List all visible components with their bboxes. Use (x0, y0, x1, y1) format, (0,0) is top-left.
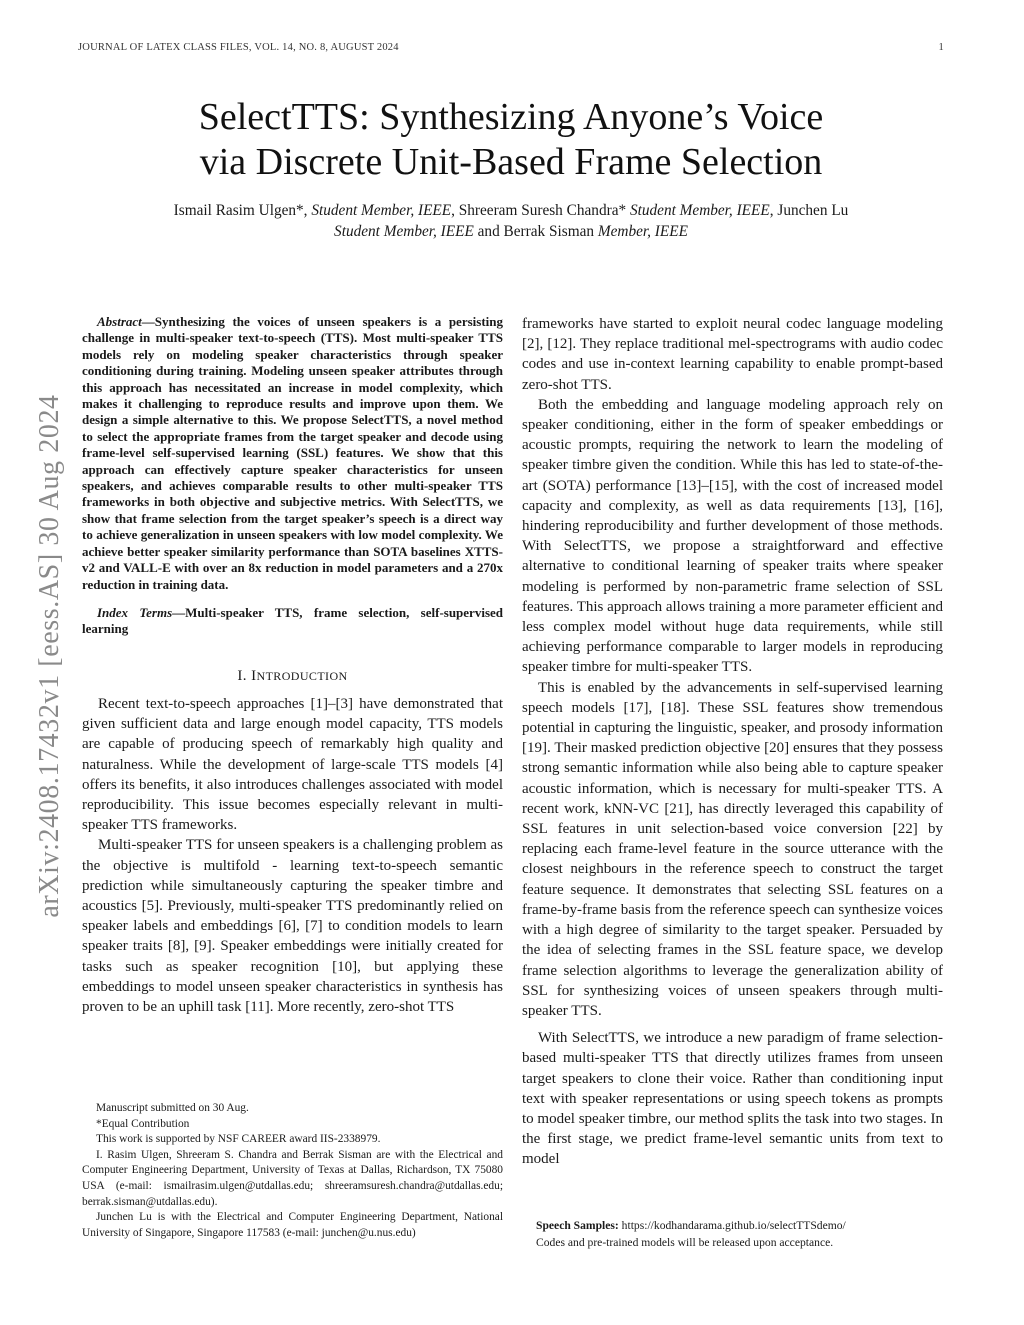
footnote-funding: This work is supported by NSF CAREER award IIS-2338979. (96, 1133, 381, 1146)
intro-paragraph-3: frameworks have started to exploit neural codec language modeling [2], [12]. They replace traditional mel-spectrograms with audio codec codes and use in-context learning capability to enable prompt-based zero-shot TTS. (522, 316, 943, 393)
intro-paragraph-6: With SelectTTS, we introduce a new paradigm of frame selection-based multi-speaker TTS that directly utilizes frames from unseen target speakers to clone their voice. Rather than conditioning input text with speaker representations or using speech tokens as prompts to model speaker timbre, our method splits the task into two stages. In the first stage, we predict frame-level semantic units from text to model (522, 1030, 943, 1168)
author-1-role: Student Member, IEEE (311, 202, 452, 219)
author-line-2 (78, 221, 944, 242)
author-4-name: and Berrak Sisman (473, 223, 598, 240)
abstract (82, 314, 503, 593)
code-release-note: Codes and pre-trained models will be released upon acceptance. (536, 1235, 834, 1249)
running-header (78, 42, 944, 53)
footnote-equal-contribution: *Equal Contribution (96, 1117, 190, 1130)
intro-paragraph-2: Multi-speaker TTS for unseen speakers is a challenging problem as the objective is multifold - learning text-to-speech semantic prediction while simultaneously capturing the speaker timbre and acoustics [5]. Previously, multi-speaker TTS predominantly relied on speaker labels and embeddings [6], [7] to condition models to learn speaker traits [8], [9]. Speaker embeddings were initially created for tasks such as speaker recognition [10], but applying these embeddings to model unseen speaker characteristics in synthesis has proven to be an uphill task [11]. More recently, zero-shot TTS (82, 837, 503, 1015)
intro-paragraph-4: Both the embedding and language modeling approach rely on speaker conditioning, either in the form of speaker embeddings or acoustic prompts, requiring the network to learn the modeling of speaker timbre given the condition. While this has led to state-of-the-art (SOTA) performance [13]–[15], with the cost of increased model capacity and complexity, as well as data requirements [13], [16], hindering reproducibility and further development of those methods. With SelectTTS, we propose a straightforward and effective alternative to conditional learning of speaker traits where speaker modeling is performed by non-parametric frame selection of SSL features. This approach allows training a more parameter efficient and less complex model without huge data requirements, while still achieving performance comparable to larger models in reproducing speaker timbre for multi-speaker TTS. (522, 396, 943, 676)
left-column (82, 314, 503, 1017)
footnote-affiliation-utd: I. Rasim Ulgen, Shreeram S. Chandra and Berrak Sisman are with the Electrical and Computer Engineering Department, University of Texas at Dallas, Richardson, TX 75080 USA (e-mail: ismailrasim.ulgen@utdallas.edu; shreeramsuresh.chandra@utdallas.edu; berrak.sisman@utdallas.edu). (82, 1148, 503, 1208)
index-terms-text: —Multi-speaker TTS, frame selection, self-supervised learning (82, 604, 503, 637)
index-terms-label: Index Terms (97, 604, 173, 620)
index-terms (82, 605, 503, 638)
title-line-1: SelectTTS: Synthesizing Anyone’s Voice (198, 96, 824, 138)
title-line-2: via Discrete Unit-Based Frame Selection (199, 141, 823, 183)
abstract-text: —Synthesizing the voices of unseen speakers is a persisting challenge in multi-speaker text-to-speech (TTS). Most multi-speaker TTS models rely on modeling speaker characteristics through speaker conditioning during training. Modeling unseen speaker attributes through this approach has necessitated an increase in model complexity, which makes it challenging to reproduce results and improve upon them. We design a simple alternative to this. We propose SelectTTS, a novel method to select the appropriate frames from the target speaker and decode using frame-level self-supervised learning (SSL) features. We show that this approach can effectively capture speaker characteristics for unseen speakers, and achieves comparable results to other multi-speaker TTS frameworks in both objective and subjective metrics. With SelectTTS, we show that frame selection from the target speaker’s speech is a direct way to achieve generalization in unseen speakers with low model complexity. We achieve better speaker similarity performance than SOTA baselines XTTS-v2 and VALL-E with over an 8x reduction in model parameters and a 270x reduction in training data. (82, 314, 503, 592)
speech-samples-url: https://kodhandarama.github.io/selectTTSdemo/ (618, 1219, 846, 1232)
speech-samples-note (522, 1218, 943, 1251)
author-4-role: Member, IEEE (597, 223, 688, 240)
arxiv-side-stamp: arXiv:2408.17432v1 [eess.AS] 30 Aug 2024 (34, 394, 65, 918)
author-3-role: Student Member, IEEE (334, 223, 474, 240)
author-line-1 (78, 200, 944, 221)
author-2-name: , Shreeram Suresh Chandra* (451, 202, 630, 219)
journal-name: JOURNAL OF LATEX CLASS FILES, VOL. 14, NO. 8, AUGUST 2024 (78, 42, 399, 53)
paper-title (78, 95, 944, 185)
intro-paragraph-5: This is enabled by the advancements in self-supervised learning speech models [17], [18]. These SSL features show tremendous potential in capturing the linguistic, speaker, and prosody information [19]. Their masked prediction objective [20] ensures that they possess strong semantic information while also being able to capture speaker acoustic information, which is necessary for multi-speaker TTS. A recent work, kNN-VC [21], has directly leveraged this capability of SSL features in unit selection-based voice conversion [22] by replacing each frame-level feature in the source utterance with the closest neighbours in the reference speech to construct the target feature sequence. It demonstrates that selecting SSL features on a frame-by-frame basis from the reference speech can synthesize voices with a high degree of similarity to the target speaker. Persuaded by the idea of selecting frames in the SSL feature space, we develop frame selection algorithms to leverage the generalization ability of SSL for synthesizing voices of unseen speakers through multi-speaker TTS. (522, 679, 943, 1019)
author-list (78, 200, 944, 242)
author-2-role: Student Member, IEEE (629, 202, 770, 219)
footnotes (82, 1101, 503, 1241)
page-number: 1 (938, 42, 944, 53)
author-3-name: , Junchen Lu (769, 202, 849, 219)
section-heading-introduction: I. INTRODUCTION (237, 667, 348, 684)
footnote-submitted: Manuscript submitted on 30 Aug. (96, 1102, 249, 1114)
footnote-affiliation-nus: Junchen Lu is with the Electrical and Computer Engineering Department, National University of Singapore, Singapore 117583 (e-mail: junchen@u.nus.edu) (82, 1211, 503, 1239)
author-1-name: Ismail Rasim Ulgen*, (173, 202, 312, 219)
intro-paragraph-1: Recent text-to-speech approaches [1]–[3] have demonstrated that given sufficient data and large enough model capacity, TTS models are capable of producing speech of remarkably high quality and naturalness. While the development of large-scale TTS models [4] offers its benefits, it also introduces challenges associated with model reproducibility. This issue becomes especially relevant in multi-speaker TTS frameworks. (82, 695, 503, 834)
right-column (522, 314, 943, 1170)
abstract-label: Abstract (97, 314, 142, 329)
speech-samples-label: Speech Samples: (536, 1219, 619, 1232)
